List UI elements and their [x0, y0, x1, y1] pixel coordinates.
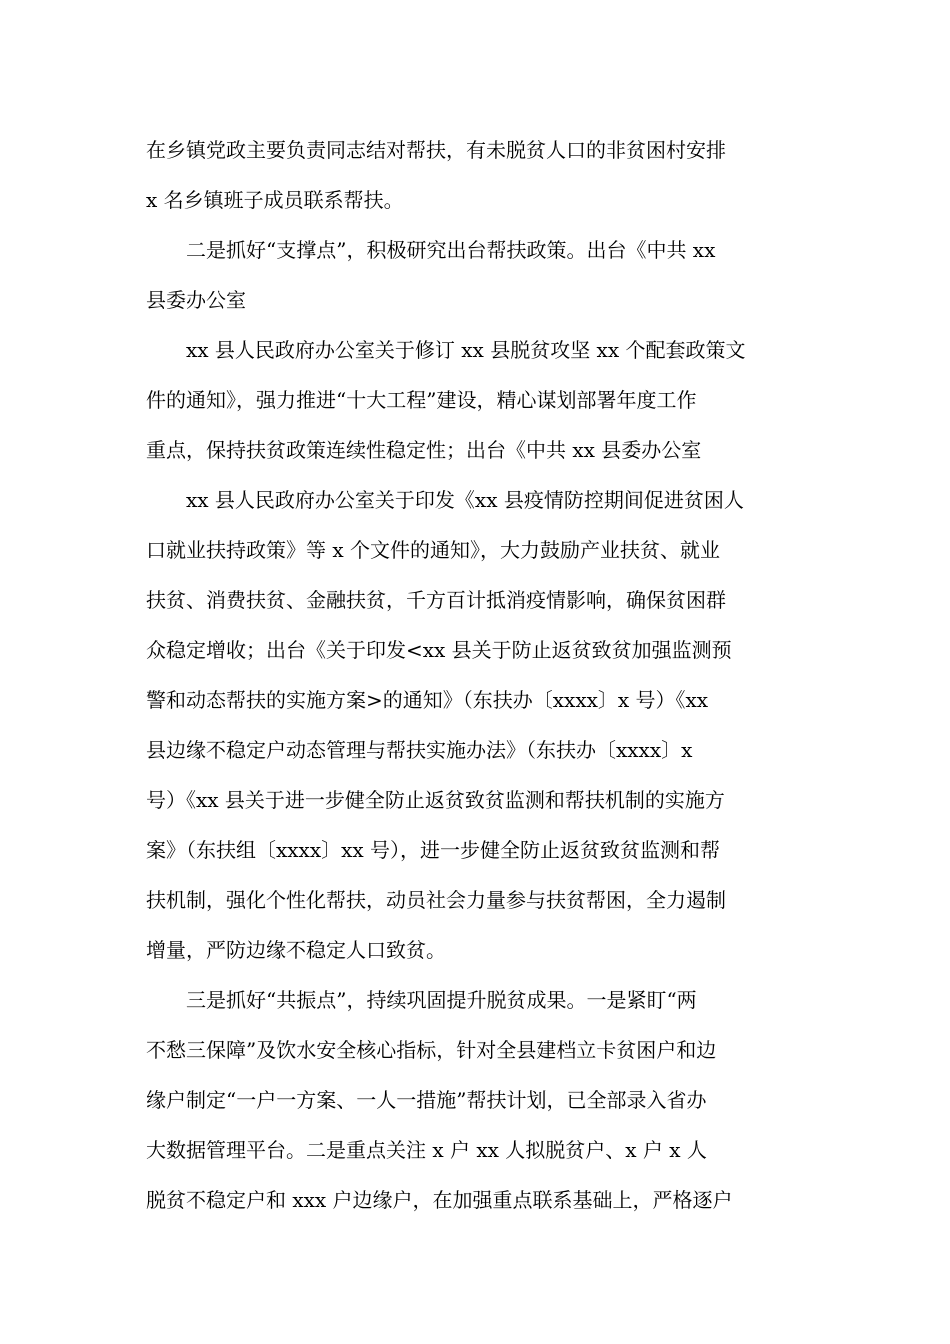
- text-line: xx 县人民政府办公室关于印发《xx 县疫情防控期间促进贫困人: [146, 488, 744, 512]
- text-line: 扶机制，强化个性化帮扶，动员社会力量参与扶贫帮困，全力遏制: [146, 888, 726, 912]
- text-line: 案》（东扶组〔xxxx〕xx 号），进一步健全防止返贫致贫监测和帮: [146, 838, 721, 862]
- text-line: 三是抓好“共振点”，持续巩固提升脱贫成果。一是紧盯“两: [146, 988, 697, 1012]
- text-line: 县边缘不稳定户动态管理与帮扶实施办法》（东扶办〔xxxx〕x: [146, 738, 693, 762]
- text-line: 县委办公室: [146, 288, 246, 312]
- text-line: 众稳定增收；出台《关于印发<xx 县关于防止返贫致贫加强监测预: [146, 638, 732, 662]
- text-line: 二是抓好“支撑点”，积极研究出台帮扶政策。出台《中共 xx: [146, 238, 716, 262]
- text-line: 缘户制定“一户一方案、一人一措施”帮扶计划，已全部录入省办: [146, 1088, 707, 1112]
- text-line: x 名乡镇班子成员联系帮扶。: [146, 188, 404, 212]
- text-line: 大数据管理平台。二是重点关注 x 户 xx 人拟脱贫户、x 户 x 人: [146, 1138, 707, 1162]
- text-line: 在乡镇党政主要负责同志结对帮扶，有未脱贫人口的非贫困村安排: [146, 138, 726, 162]
- document-body: [146, 130, 808, 1230]
- text-line: 不愁三保障”及饮水安全核心指标，针对全县建档立卡贫困户和边: [146, 1038, 717, 1062]
- text-line: 扶贫、消费扶贫、金融扶贫，千方百计抵消疫情影响，确保贫困群: [146, 588, 726, 612]
- text-line: 增量，严防边缘不稳定人口致贫。: [146, 938, 446, 962]
- text-line: 脱贫不稳定户和 xxx 户边缘户，在加强重点联系基础上，严格逐户: [146, 1188, 733, 1212]
- text-line: 警和动态帮扶的实施方案>的通知》（东扶办〔xxxx〕x 号）《xx: [146, 688, 709, 712]
- text-line: 号）《xx 县关于进一步健全防止返贫致贫监测和帮扶机制的实施方: [146, 788, 725, 812]
- text-line: xx 县人民政府办公室关于修订 xx 县脱贫攻坚 xx 个配套政策文: [146, 338, 746, 362]
- text-line: 口就业扶持政策》等 x 个文件的通知》，大力鼓励产业扶贫、就业: [146, 538, 720, 562]
- text-line: 重点，保持扶贫政策连续性稳定性；出台《中共 xx 县委办公室: [146, 438, 702, 462]
- text-line: 件的通知》，强力推进“十大工程”建设，精心谋划部署年度工作: [146, 388, 697, 412]
